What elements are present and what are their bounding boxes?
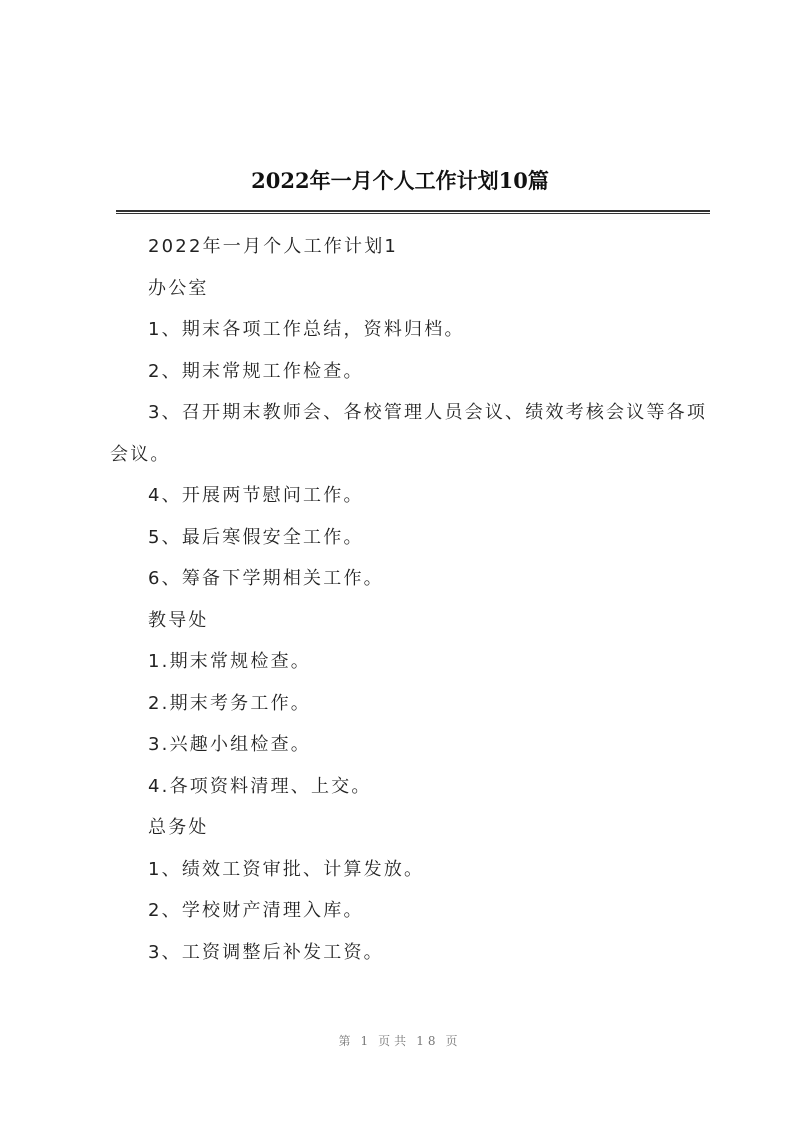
list-item: 2、学校财产清理入库。 xyxy=(148,900,364,921)
list-item: 2、期末常规工作检查。 xyxy=(148,360,364,382)
list-item: 2.期末考务工作。 xyxy=(148,692,311,714)
list-item: 6、筹备下学期相关工作。 xyxy=(148,568,384,589)
document-title: 2022年一月个人工作计划10篇 xyxy=(251,168,549,193)
footer-suffix: 页 xyxy=(445,1034,462,1048)
document-body xyxy=(110,226,710,973)
list-item: 3.兴趣小组检查。 xyxy=(148,734,311,755)
footer-current-page: 1 xyxy=(360,1034,373,1048)
footer-middle: 页共 xyxy=(378,1034,411,1048)
page-footer xyxy=(0,1032,800,1049)
list-item: 5、最后寒假安全工作。 xyxy=(148,526,364,548)
department-heading-office: 办公室 xyxy=(148,277,209,299)
department-heading-academic: 教导处 xyxy=(148,609,209,631)
list-item: 3、工资调整后补发工资。 xyxy=(148,941,384,963)
section-heading: 2022年一月个人工作计划1 xyxy=(148,236,399,257)
list-item: 4.各项资料清理、上交。 xyxy=(148,775,372,797)
list-item: 4、开展两节慰问工作。 xyxy=(148,485,364,506)
list-item: 3、召开期末教师会、各校管理人员会议、绩效考核会议等各项会议。 xyxy=(110,402,708,465)
title-divider xyxy=(116,210,710,214)
footer-total-pages: 18 xyxy=(416,1034,440,1048)
footer-prefix: 第 xyxy=(338,1034,355,1048)
list-item: 1、期末各项工作总结，资料归档。 xyxy=(148,319,465,340)
list-item: 1、绩效工资审批、计算发放。 xyxy=(148,858,425,880)
list-item: 1.期末常规检查。 xyxy=(148,651,311,672)
department-heading-general-affairs: 总务处 xyxy=(148,817,209,838)
